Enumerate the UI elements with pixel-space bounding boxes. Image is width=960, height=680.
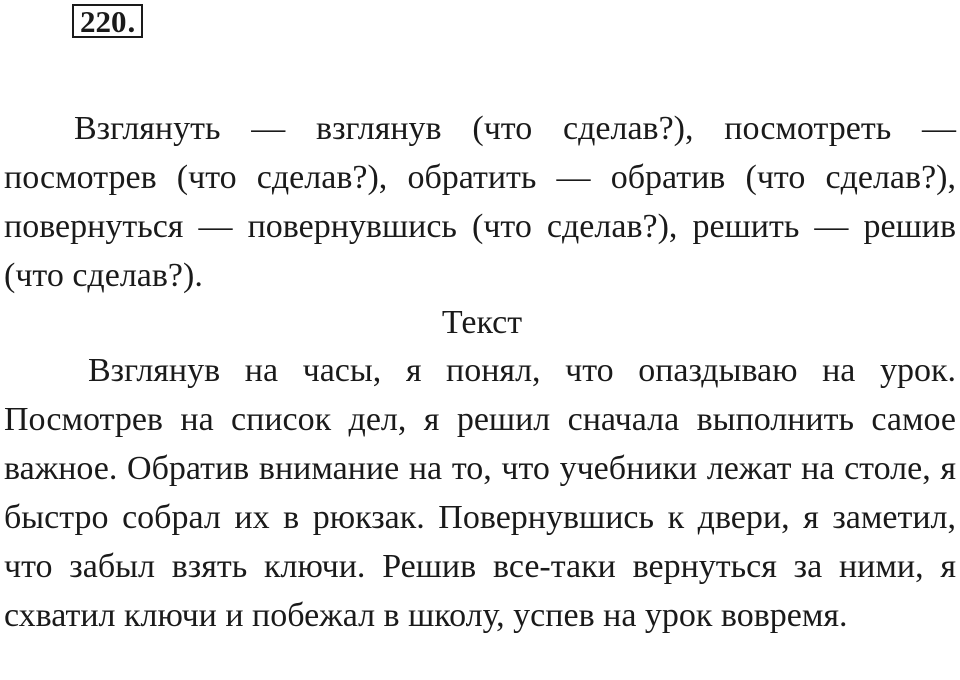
- section-title: Текст: [441, 304, 523, 341]
- task-number: [72, 2, 143, 40]
- task-number-value: 220: [80, 3, 127, 39]
- story-paragraph: Взглянув на часы, я понял, что опаздываю на урок. Посмотрев на список дел, я решил сначала выполнить самое важное. Обратив внимание на то, что учебники лежат на столе, я быстро собрал их в рюкзак. Повернувшись к двери, я заметил, что забыл взять ключи. Решив все-таки вернуться за ними, я схватил ключи и побежал в школу, успев на урок вовремя.: [4, 352, 956, 634]
- task-number-dot: .: [127, 3, 136, 39]
- answer-paragraph: Взглянуть — взглянув (что сделав?), посмотреть — посмотрев (что сделав?), обратить — обратив (что сделав?), повернуться — повернувшись (что сделав?), решить — решив (что сделав?).: [4, 110, 956, 294]
- task-number-box: [72, 4, 143, 38]
